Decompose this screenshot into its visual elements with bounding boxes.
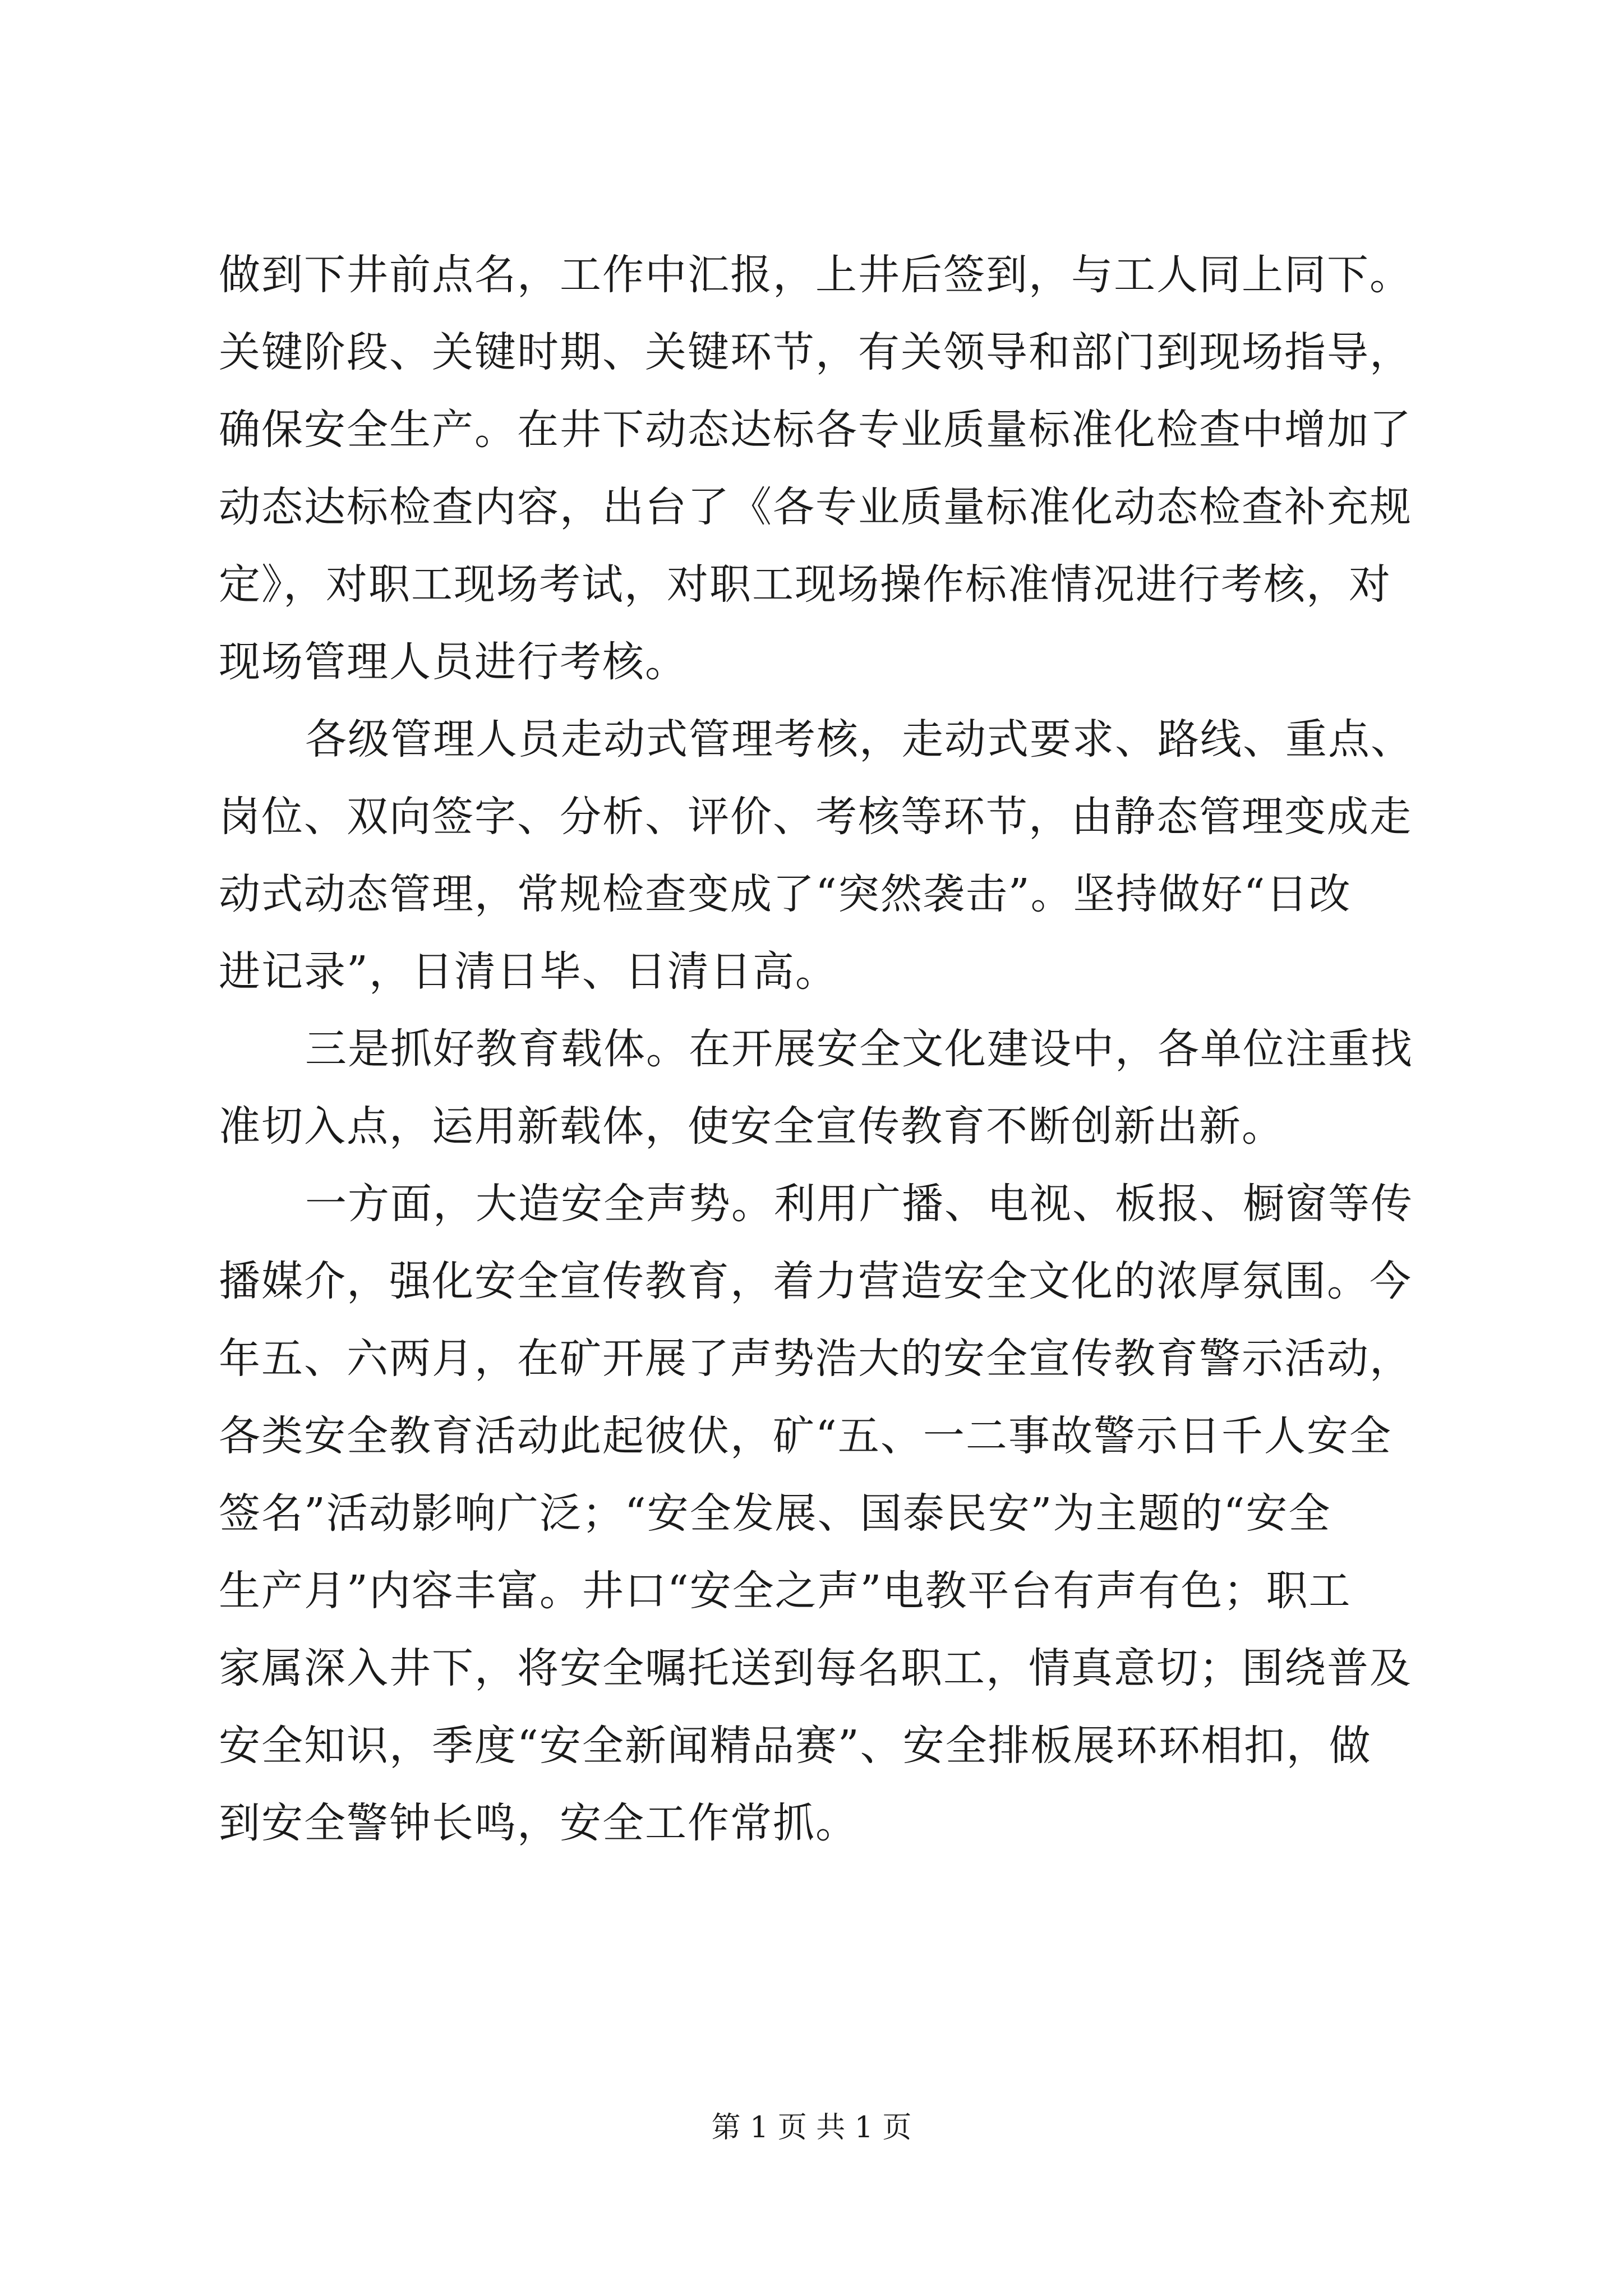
text-line: 定》，对职工现场考试，对职工现场操作标准情况进行考核，对 bbox=[219, 560, 1391, 609]
page-number-footer: 第 1 页 共 1 页 bbox=[711, 2111, 912, 2145]
text-line: 岗位、双向签字、分析、评价、考核等环节，由静态管理变成走 bbox=[219, 793, 1412, 841]
text-line: 确保安全生产。在井下动态达标各专业质量标准化检查中增加了 bbox=[219, 406, 1412, 454]
text-line: 准切入点，运用新载体，使安全宣传教育不断创新出新。 bbox=[219, 1102, 1284, 1151]
text-line: 进记录”，日清日毕、日清日高。 bbox=[219, 947, 838, 996]
text-line: 关键阶段、关键时期、关键环节，有关领导和部门到现场指导， bbox=[219, 328, 1412, 376]
text-line: 家属深入井下，将安全嘱托送到每名职工，情真意切；围绕普及 bbox=[219, 1644, 1412, 1692]
paragraph-first-line: 各级管理人员走动式管理考核，走动式要求、路线、重点、 bbox=[305, 715, 1413, 763]
text-line: 动态达标检查内容，出台了《各专业质量标准化动态检查补充规 bbox=[219, 483, 1412, 531]
paragraph-first-line: 三是抓好教育载体。在开展安全文化建设中，各单位注重找 bbox=[305, 1025, 1413, 1073]
text-line: 现场管理人员进行考核。 bbox=[219, 638, 688, 686]
text-line: 做到下井前点名，工作中汇报，上井后签到，与工人同上同下。 bbox=[219, 251, 1412, 299]
text-line: 各类安全教育活动此起彼伏，矿“五、一二事故警示日千人安全 bbox=[219, 1412, 1392, 1460]
text-line: 安全知识，季度“安全新闻精品赛”、安全排板展环环相扣，做 bbox=[219, 1722, 1372, 1770]
paragraph-first-line: 一方面，大造安全声势。利用广播、电视、板报、橱窗等传 bbox=[305, 1180, 1413, 1228]
text-line: 生产月”内容丰富。井口“安全之声”电教平台有声有色；职工 bbox=[219, 1567, 1352, 1615]
text-line: 签名”活动影响广泛；“安全发展、国泰民安”为主题的“安全 bbox=[219, 1489, 1331, 1538]
text-line: 到安全警钟长鸣，安全工作常抓。 bbox=[219, 1799, 858, 1847]
text-line: 动式动态管理，常规检查变成了“突然袭击”。坚持做好“日改 bbox=[219, 870, 1352, 918]
text-line: 年五、六两月，在矿开展了声势浩大的安全宣传教育警示活动， bbox=[219, 1335, 1412, 1383]
text-line: 播媒介，强化安全宣传教育，着力营造安全文化的浓厚氛围。今 bbox=[219, 1257, 1412, 1305]
